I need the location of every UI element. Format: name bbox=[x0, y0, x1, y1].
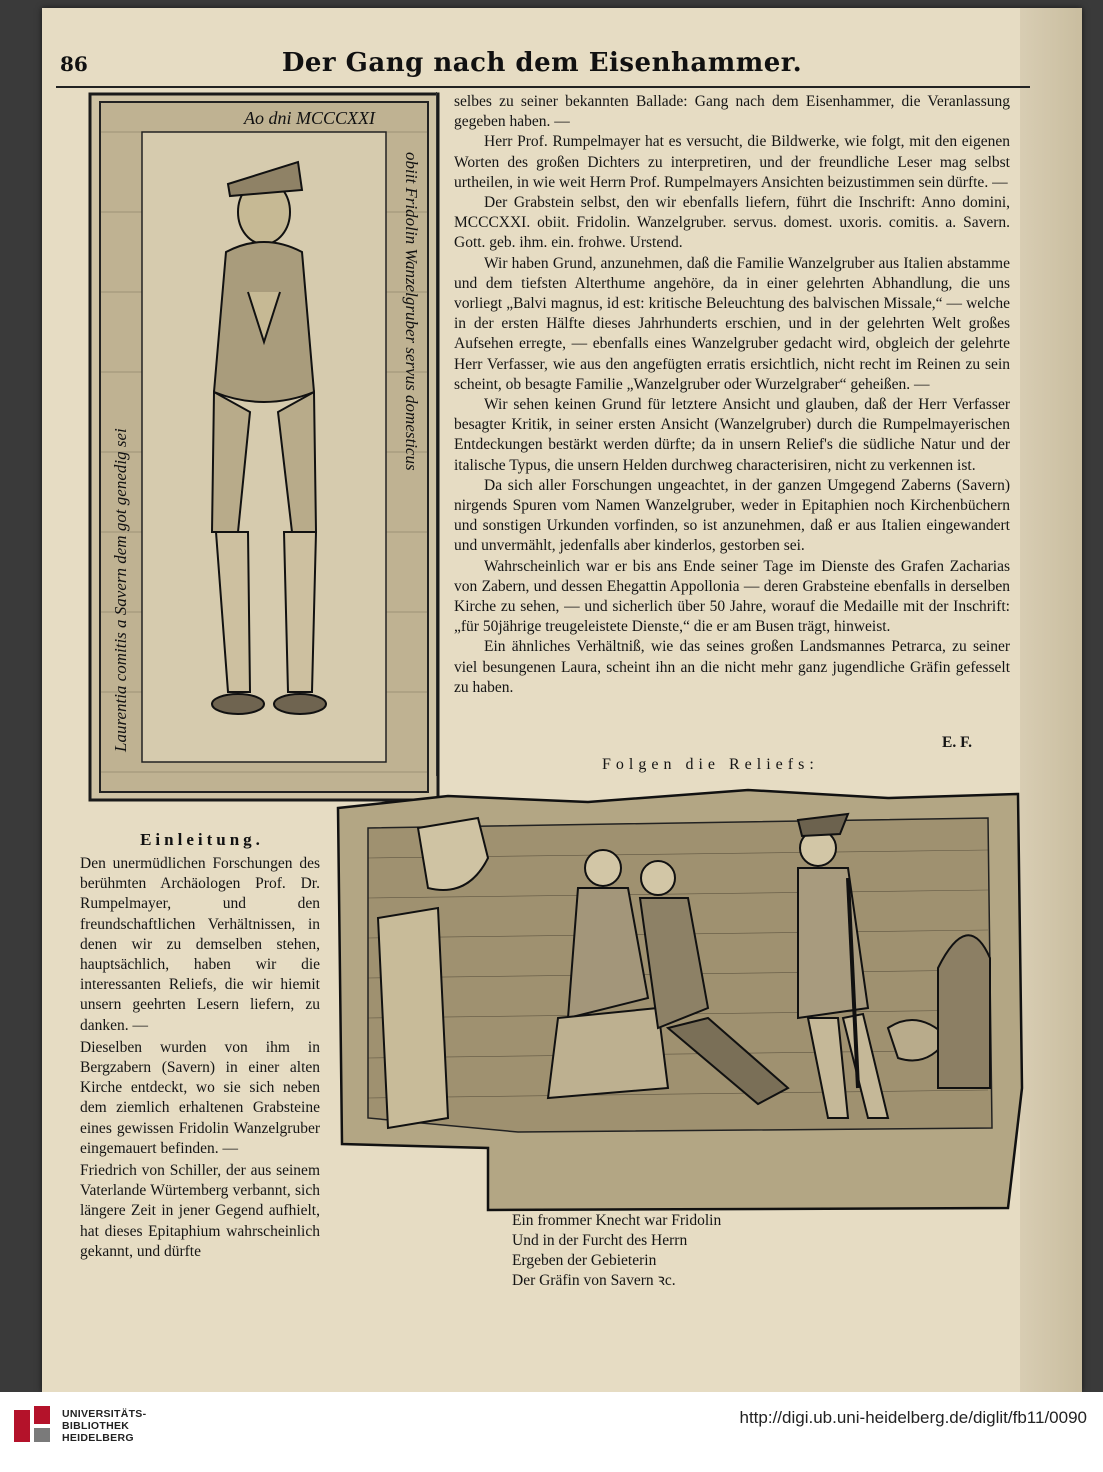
university-library-logo-icon[interactable] bbox=[10, 1402, 54, 1446]
paragraph: Dieselben wurden von ihm in Bergzabern (Savern) in einer alten Kirche entdeckt, wo sie sich neben dem ziemlich erhaltenen Grabsteine eines gewissen Fridolin Wanzelgruber eingemauert befinden. — bbox=[80, 1038, 320, 1157]
source-url-link[interactable]: http://digi.ub.uni-heidelberg.de/diglit/fb11/0090 bbox=[739, 1408, 1087, 1427]
poem-line: Und in der Furcht des Herrn bbox=[512, 1232, 688, 1249]
poem-line: Ergeben der Gebieterin bbox=[512, 1252, 657, 1269]
library-name-line: HEIDELBERG bbox=[62, 1432, 134, 1444]
relief-illustration bbox=[328, 788, 1028, 1213]
poem-line: Der Gräfin von Savern ꝛc. bbox=[512, 1272, 676, 1289]
paragraph: Der Grabstein selbst, den wir ebenfalls liefern, führt die Inschrift: Anno domini, MCCCXXI. obiit. Fridolin. Wanzelgruber. servus. domest. uxoris. comitis. a. Savern. Gott. geb. ihm. ein. frohwe. Urstend. bbox=[454, 194, 1010, 252]
intro-column-text bbox=[80, 854, 320, 1264]
library-name-line: UNIVERSITÄTS- bbox=[62, 1408, 147, 1420]
poem-line: Ein frommer Knecht war Fridolin bbox=[512, 1212, 722, 1229]
poem-verse bbox=[512, 1211, 932, 1291]
column-rule bbox=[436, 92, 437, 776]
page-title: Der Gang nach dem Eisenhammer. bbox=[281, 48, 803, 78]
paragraph: Wir sehen keinen Grund für letztere Ansicht und glauben, daß der Herr Verfasser besagter Kritik, in seiner ersten Ansicht (Wanzelgruber) durch die Rumpelmayerischen Entdeckungen bestärkt werden dürfte; da in unsern Relief's die südliche Natur und der italische Typus, die unsern Helden durchweg characterisiren, nicht zu verkennen ist. bbox=[454, 396, 1010, 474]
paragraph: Wahrscheinlich war er bis ans Ende seiner Tage im Dienste des Grafen Zacharias von Zabern, und dessen Ehegattin Appollonia — deren Grabsteine ebenfalls in derselben Kirche zu sehen, — und sicherlich über 50 Jahre, worauf die Medaille mit der Inschrift: „für 50jährige treugeleistete Dienste,“ die er am Busen trägt, hinweist. bbox=[454, 557, 1010, 636]
intro-heading: Einleitung. bbox=[140, 830, 264, 849]
footer-bar bbox=[0, 1392, 1103, 1472]
page-number: 86 bbox=[60, 52, 88, 76]
tombstone-left-inscription: Laurentia comitis a Savern dem got genedig sei bbox=[111, 428, 130, 752]
page-gutter bbox=[1020, 8, 1082, 1392]
paragraph: Herr Prof. Rumpelmayer hat es versucht, die Bildwerke, wie folgt, mit den eigenen Worten des großen Dichters zu interpretiren, und der freundliche Leser mag selbst urtheilen, in wie weit Herrn Prof. Rumpelmayers Ansichten beizustimmen sein dürfte. — bbox=[454, 133, 1010, 191]
right-column-text bbox=[454, 92, 1010, 698]
tombstone-illustration bbox=[88, 92, 440, 804]
tombstone-right-inscription: obiit Fridolin Wanzelgruber servus domesticus bbox=[402, 152, 421, 471]
paragraph: Friedrich von Schiller, der aus seinem Vaterlande Würtemberg verbannt, sich längere Zeit in jener Gegend aufhielt, hat dieses Epitaphium wahrscheinlich gekannt, und dürfte bbox=[80, 1162, 320, 1260]
tombstone-top-inscription: Ao dni MCCCXXI bbox=[244, 108, 375, 128]
paragraph: selbes zu seiner bekannten Ballade: Gang nach dem Eisenhammer, die Veranlassung gegeben haben. — bbox=[454, 93, 1010, 131]
library-name bbox=[62, 1408, 146, 1444]
paragraph: Ein ähnliches Verhältniß, wie das seines großen Landsmannes Petrarca, zu seiner viel besungenen Laura, scheint ihn an die nicht mehr ganz jugendliche Gräfin gefesselt zu haben. bbox=[454, 638, 1010, 696]
author-signature: E. F. bbox=[942, 734, 973, 751]
library-name-line: BIBLIOTHEK bbox=[62, 1420, 130, 1432]
paragraph: Wir haben Grund, anzunehmen, daß die Familie Wanzelgruber aus Italien abstamme und dem tiefsten Alterthume angehöre, da in einer gelehrten Abhandlung, die uns vorliegt „Balvi magnus, id est: kritische Beleuchtung des balvischen Missale,“ — welche in der ersten Hälfte dieses Jahrhunderts erschien, und in der gelehrten Welt großes Aufsehen erregte, — ebenfalls eines Wanzelgruber gedacht wird, obgleich der gelehrte Herr Verfasser, wie aus den angefügten erratis ersichtlich, nicht recht im Reinen zu sein scheint, ob besagte Familie „Wanzelgruber oder Wurzelgraber“ geheißen. — bbox=[454, 254, 1010, 393]
paragraph: Da sich aller Forschungen ungeachtet, in der ganzen Umgegend Zaberns (Savern) nirgends Spuren vom Namen Wanzelgruber, weder in Epitaphien noch Kirchenbüchern und sonstigen Urkunden vorfinden, so ist anzunehmen, daß er aus Italien eingewandert und unvermählt, jedenfalls aber kinderlos, gestorben sei. bbox=[454, 476, 1010, 555]
newspaper-page bbox=[42, 8, 1082, 1392]
paragraph: Den unermüdlichen Forschungen des berühmten Archäologen Prof. Dr. Rumpelmayer, und den freundschaftlichen Verhältnissen, in denen wir zu demselben stehen, hauptsächlich, haben wir die interessanten Reliefs, die wir hiemit unsern geehrten Lesern liefern, zu danken. — bbox=[80, 855, 320, 1034]
header-rule bbox=[56, 86, 1030, 88]
reliefs-heading: Folgen die Reliefs: bbox=[602, 756, 819, 773]
